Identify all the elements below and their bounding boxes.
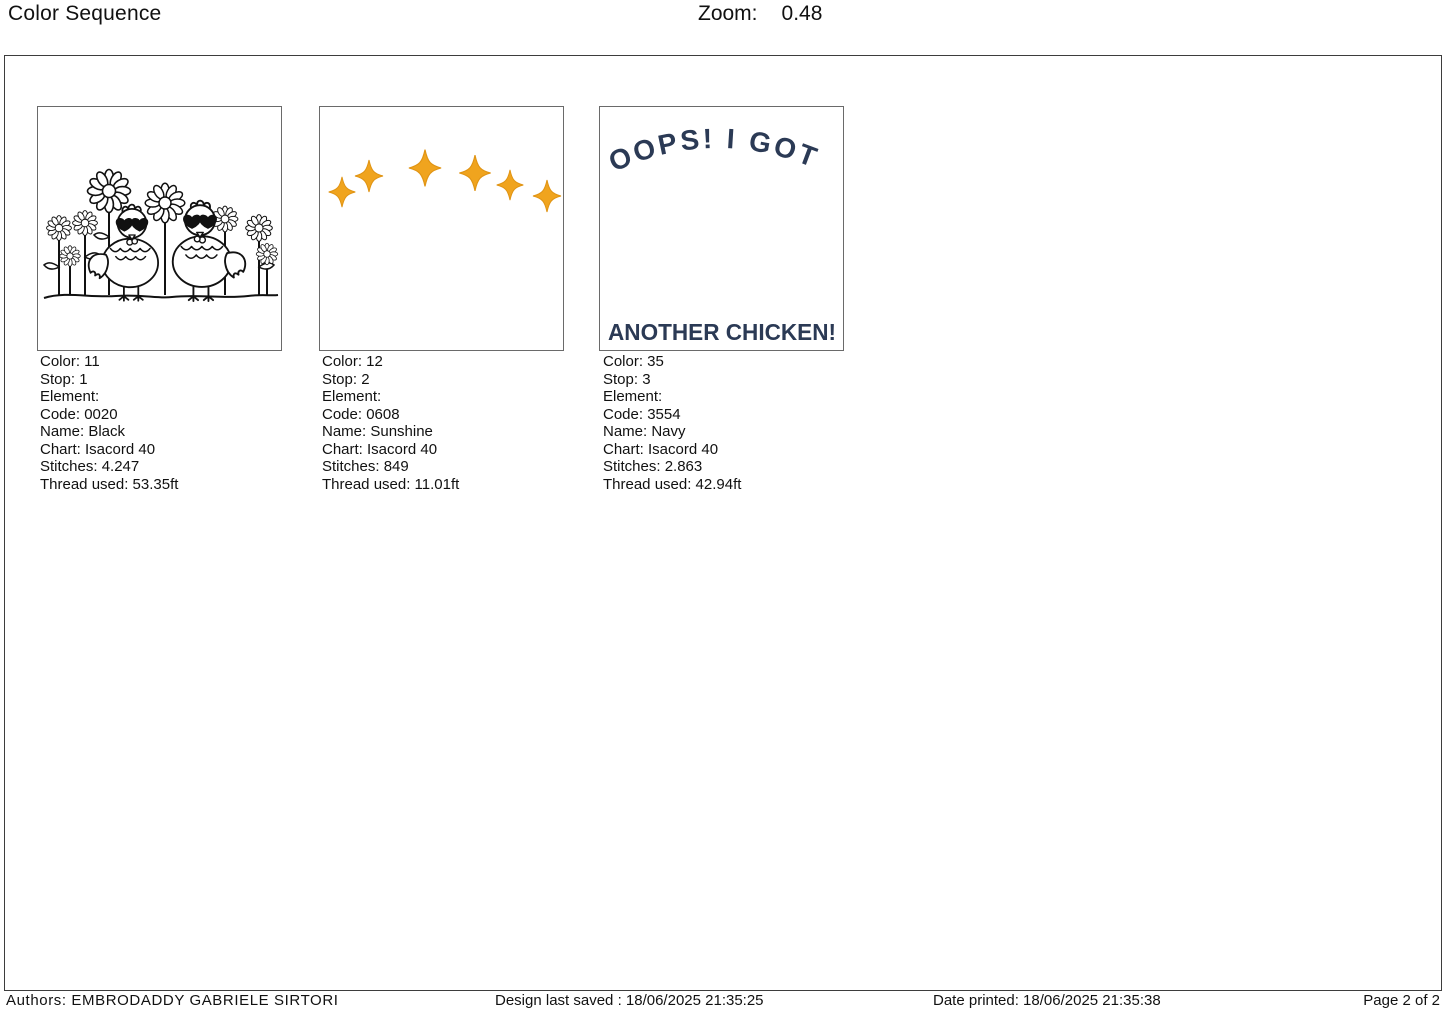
info-line: Name: Sunshine (322, 423, 433, 440)
sparkle-icon (459, 155, 490, 191)
preview-box-stop-1 (37, 106, 282, 351)
info-line: Thread used: 42.94ft (603, 475, 742, 493)
chickens-sunflowers-preview (38, 107, 281, 350)
ground-line (44, 295, 278, 298)
info-line: Stop: 1 (40, 370, 88, 388)
info-line: Code: 0608 (322, 405, 400, 423)
lettering-preview (600, 107, 843, 350)
sparkle-icon (329, 177, 356, 207)
left-chicken (89, 205, 158, 301)
info-line: Element: (40, 388, 100, 405)
info-line: Color: 35 (603, 353, 664, 370)
info-line: Stitches: 2.863 (603, 458, 703, 475)
design-saved-text: Design last saved : 18/06/2025 21:35:25 (495, 992, 764, 1009)
info-line: Stitches: 849 (322, 458, 409, 475)
info-line: Stop: 3 (603, 370, 651, 388)
info-line: Name: Navy (603, 423, 686, 440)
sparkle-icons (329, 150, 561, 212)
sparkle-icon (409, 150, 441, 187)
page-title: Color Sequence (8, 2, 162, 25)
zoom-label: Zoom: (698, 2, 758, 25)
info-line: Element: (322, 388, 382, 405)
page-footer (0, 992, 1445, 1012)
date-printed-text: Date printed: 18/06/2025 21:35:38 (933, 992, 1161, 1009)
preview-box-stop-2 (319, 106, 564, 351)
info-line: Element: (603, 388, 663, 405)
sparkle-icon (355, 160, 383, 192)
info-line: Stop: 2 (322, 370, 370, 388)
info-line: Thread used: 53.35ft (40, 475, 179, 493)
info-line: Stitches: 4.247 (40, 458, 140, 475)
info-line: Thread used: 11.01ft (322, 475, 460, 493)
info-line: Code: 3554 (603, 405, 681, 423)
page-number: Page 2 of 2 (1363, 992, 1440, 1009)
sunflowers (47, 170, 278, 267)
info-line: Chart: Isacord 40 (40, 440, 156, 458)
stop-2-details (322, 353, 582, 493)
stop-1-details (40, 353, 300, 493)
arc-text: OOPS! I GOT (604, 122, 824, 178)
info-line: Code: 0020 (40, 405, 118, 423)
sparkle-icon (533, 180, 561, 212)
authors-text: Authors: EMBRODADDY GABRIELE SIRTORI (6, 992, 339, 1009)
sparkle-icon (497, 170, 524, 200)
bottom-text: ANOTHER CHICKEN! (608, 319, 836, 345)
info-line: Chart: Isacord 40 (603, 440, 719, 458)
preview-box-stop-3 (599, 106, 844, 351)
info-line: Color: 11 (40, 353, 100, 370)
zoom-indicator (698, 0, 822, 28)
info-line: Color: 12 (322, 353, 383, 370)
info-line: Name: Black (40, 423, 126, 440)
info-line: Chart: Isacord 40 (322, 440, 438, 458)
stop-3-details (603, 353, 863, 493)
sparkles-preview (320, 107, 563, 350)
zoom-value: 0.48 (781, 2, 823, 25)
